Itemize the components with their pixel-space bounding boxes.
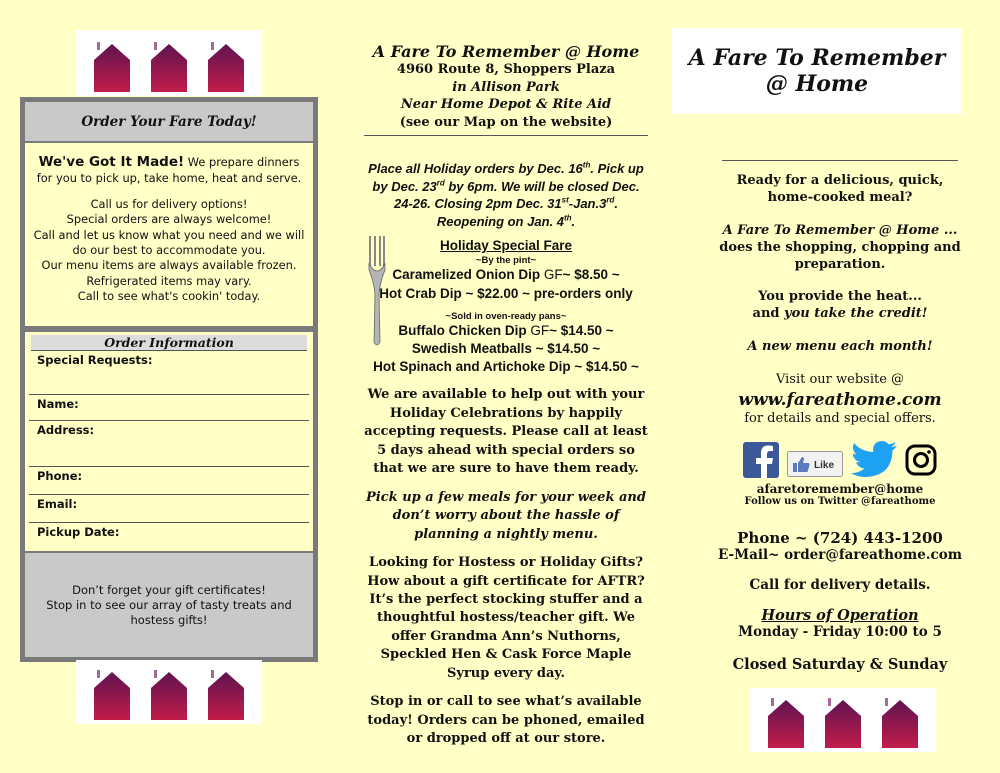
social-icons [718, 440, 962, 480]
title-line-2: @ Home [765, 71, 869, 97]
twitter-icon[interactable] [851, 441, 897, 479]
celebrations-paragraph: We are available to help out with your Holiday Celebrations by happily accepting requests. Please call at least 5 days ahead with special orders so that we are sure to have them ready. [364, 387, 648, 477]
holiday-notice: Place all Holiday orders by Dec. 16th. Pick up by Dec. 23rd by 6pm. We will be closed Dec. 24-26. Closing 2pm Dec. 31st-Jan.3rd. Reopening on Jan. 4th. [368, 160, 644, 229]
cookin-line: Call to see what's cookin' today. [77, 289, 261, 304]
gift-certificate-box [25, 551, 313, 657]
divider [364, 135, 648, 136]
middle-panel [360, 42, 652, 749]
hours: Monday - Friday 10:00 to 5 [738, 624, 942, 640]
address-line-4: (see our Map on the website) [399, 114, 613, 130]
divider [722, 160, 958, 161]
address-line-1: 4960 Route 8, Shoppers Plaza [396, 62, 616, 77]
house-icon [878, 694, 922, 748]
address-line-3: Near Home Depot & Rite Aid [400, 97, 612, 113]
house-icon [147, 666, 191, 720]
menu-item: Caramelized Onion Dip GF~ $8.50 ~ [392, 267, 620, 283]
facebook-icon[interactable] [743, 442, 779, 478]
frozen-line: Our menu items are always available frozen. [41, 258, 297, 273]
fork-icon [366, 234, 388, 348]
house-decoration-bottom-left [76, 660, 262, 724]
intro-body: We prepare dinners for you to pick up, take home, heat and serve. [36, 155, 302, 186]
gift-line-2: Stop in to see our array of tasty treats and hostess gifts! [46, 597, 292, 627]
ready-line: Ready for a delicious, quick, home-cooked meal? [736, 173, 944, 205]
visit-line: Visit our website @ [775, 372, 905, 388]
house-icon [204, 666, 248, 720]
order-form-panel [20, 97, 318, 662]
order-header: Order Your Fare Today! [25, 102, 313, 143]
intro-headline: We've Got It Made! [38, 154, 185, 171]
email-address: E-Mail~ order@fareathome.com [718, 547, 963, 563]
brand-paragraph: A Fare To Remember @ Home ... does the shopping, chopping and preparation. [719, 222, 961, 272]
new-menu-line: A new menu each month! [747, 339, 933, 355]
order-information-section [25, 332, 313, 657]
address-field[interactable]: Address: [29, 421, 309, 467]
special-orders-line: Special orders are always welcome! [66, 212, 272, 227]
address-line-2: in Allison Park [452, 79, 560, 95]
house-icon [90, 666, 134, 720]
email-field[interactable]: Email: [29, 495, 309, 523]
oven-ready-note: ~Sold in oven-ready pans~ [445, 310, 567, 322]
heat-paragraph: You provide the heat... and you take the credit! [752, 289, 928, 322]
house-icon [147, 38, 191, 92]
details-line: for details and special offers. [744, 411, 936, 427]
title-box [672, 28, 962, 114]
holiday-special-fare [360, 238, 652, 376]
refrigerated-line: Refrigerated items may vary. [86, 273, 252, 288]
pickup-date-field[interactable]: Pickup Date: [37, 525, 120, 540]
house-decoration-top [76, 30, 262, 96]
fare-title: Holiday Special Fare [439, 238, 573, 254]
pickup-meals-paragraph: Pick up a few meals for your week and don’t worry about the hassle of planning a nightly menu. [366, 489, 646, 542]
stop-in-paragraph: Stop in or call to see what’s available today! Orders can be phoned, emailed or dropped off at our store. [367, 694, 645, 747]
twitter-follow: Follow us on Twitter @fareathome [744, 496, 936, 507]
instagram-icon[interactable] [905, 444, 937, 476]
house-icon [204, 38, 248, 92]
delivery-details: Call for delivery details. [749, 577, 931, 593]
order-information-title: Order Information [31, 335, 307, 351]
website-link[interactable]: www.fareathome.com [738, 390, 942, 411]
house-icon [90, 38, 134, 92]
phone-field[interactable]: Phone: [29, 467, 309, 495]
like-button[interactable] [787, 451, 843, 477]
special-requests-field[interactable]: Special Requests: [29, 351, 309, 395]
title-line-1: A Fare To Remember [688, 44, 946, 71]
by-the-pint: ~By the pint~ [475, 255, 537, 267]
business-name: A Fare To Remember @ Home [372, 42, 640, 61]
menu-item: Hot Spinach and Artichoke Dip ~ $14.50 ~ [373, 359, 639, 375]
menu-item: Hot Crab Dip ~ $22.00 ~ pre-orders only [379, 285, 633, 301]
intro-box [25, 143, 313, 326]
house-icon [764, 694, 808, 748]
call-line: Call and let us know what you need and we will do our best to accommodate you. [33, 227, 305, 258]
phone-number: Phone ~ (724) 443-1200 [737, 529, 943, 547]
house-decoration-bottom-right [750, 688, 936, 752]
website-block [718, 372, 962, 428]
gifts-paragraph: Looking for Hostess or Holiday Gifts? How about a gift certificate for AFTR? It’s the perfect stocking stuffer and a thoughtful hostess/teacher gift. We offer Grandma Ann’s Nuthorns, Speckled Hen & Cask Force Maple Syrup every day. [367, 555, 645, 681]
menu-item: Buffalo Chicken Dip GF~ $14.50 ~ [398, 322, 614, 338]
delivery-options: Call us for delivery options! [90, 196, 248, 211]
house-icon [821, 694, 865, 748]
right-panel [718, 160, 962, 673]
closed-days: Closed Saturday & Sunday [732, 656, 948, 673]
like-label: Like [814, 460, 835, 471]
gift-line-1: Don’t forget your gift certificates! [72, 583, 266, 598]
facebook-handle: afaretoremember@home [756, 482, 924, 496]
hours-title: Hours of Operation [761, 607, 919, 624]
menu-item: Swedish Meatballs ~ $14.50 ~ [411, 341, 601, 357]
intro-text [31, 153, 307, 187]
name-field[interactable]: Name: [29, 395, 309, 421]
